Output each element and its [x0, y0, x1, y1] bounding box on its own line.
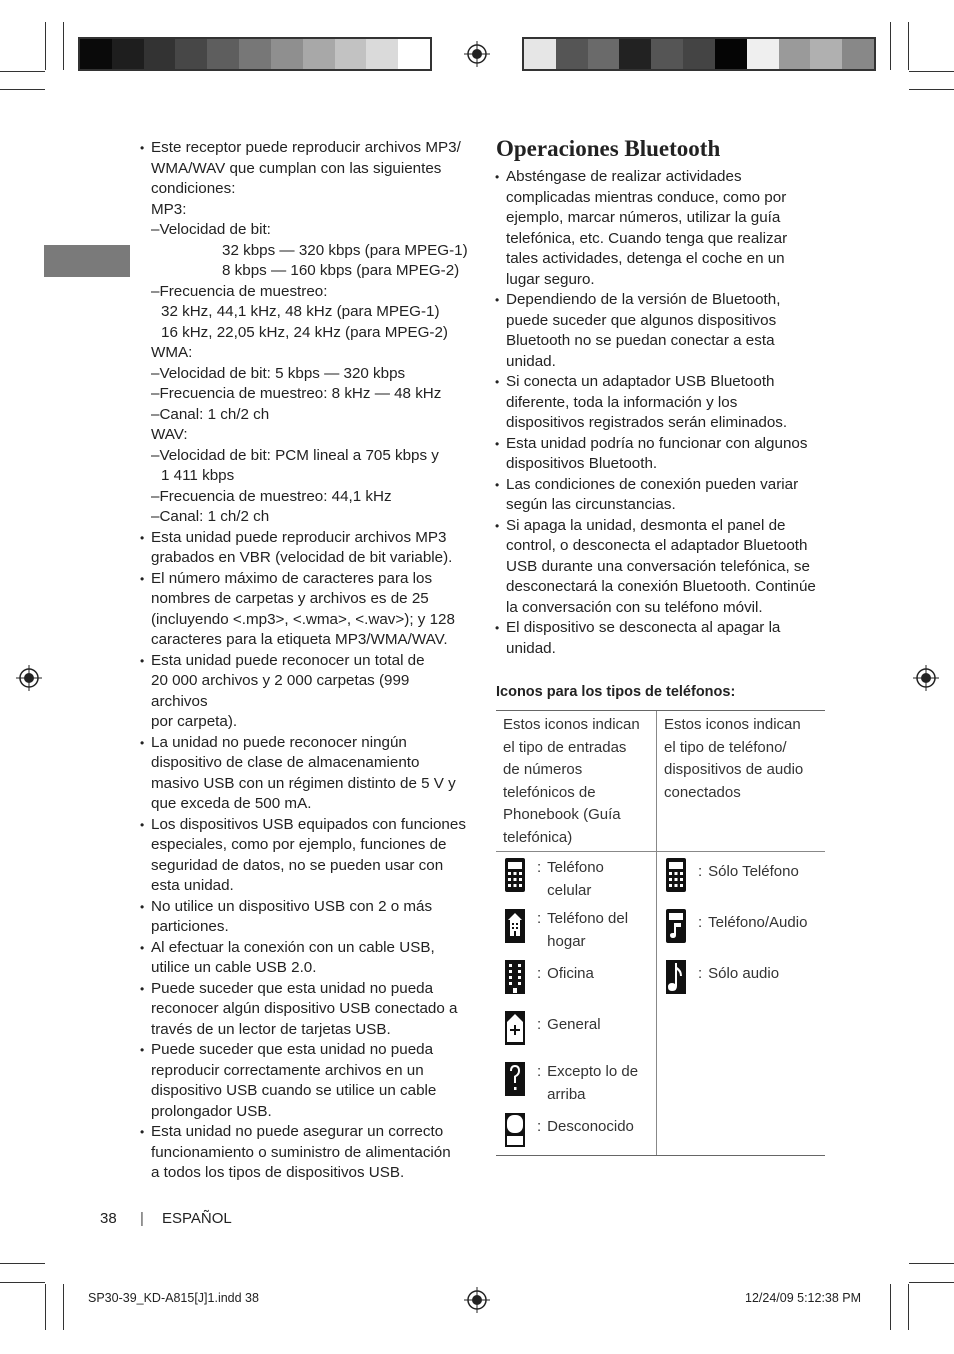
page-title: Operaciones Bluetooth — [496, 136, 721, 161]
text-line: particiones. — [151, 918, 229, 935]
phone-only-icon — [664, 857, 688, 893]
icon-label-line: hogar — [547, 932, 586, 950]
crop-mark — [890, 22, 891, 70]
registration-mark-icon — [16, 665, 42, 691]
colon: : — [537, 965, 542, 982]
text-line: WMA/WAV que cumplan con las siguientes — [151, 159, 442, 177]
text-line: –Frecuencia de muestreo: 8 kHz — 48 kHz — [151, 385, 442, 402]
text-line: 1 411 kbps — [161, 467, 235, 484]
crop-mark — [909, 1263, 954, 1264]
text-line: (incluyendo <.mp3>, <.wma>, <.wav>); y 128 — [151, 610, 455, 628]
header-line: el tipo de teléfono/ — [664, 738, 787, 756]
text-line: que exceda de 500 mA. — [151, 795, 312, 812]
text-line: puede suceder que algunos dispositivos — [506, 311, 777, 329]
icon-label — [708, 908, 807, 935]
bullet-line: • Dependiendo de la versión de Bluetooth, — [495, 290, 827, 311]
text-line: MP3: — [151, 200, 187, 218]
text-line: WAV: — [151, 426, 188, 443]
crop-mark — [45, 22, 46, 70]
text-line: lugar seguro. — [506, 270, 595, 288]
icon-row — [503, 1112, 634, 1148]
bullet-line: • Las condiciones de conexión pueden variar — [495, 475, 827, 496]
registration-mark-icon — [464, 41, 490, 67]
header-line: conectados — [664, 783, 741, 801]
text-line: 8 kbps — 160 kbps (para MPEG-2) — [222, 262, 460, 279]
header-line: telefónica) — [503, 828, 573, 846]
header-line: Phonebook (Guía — [503, 806, 621, 823]
text-line: dispositivos registrados serán eliminados. — [506, 414, 788, 431]
table-header-left — [503, 714, 640, 849]
text-line: desconectará la conexión Bluetooth. Continúe — [506, 578, 816, 595]
bullet-line: • Esta unidad puede reproducir archivos MP3 — [140, 528, 470, 549]
slug-filename: SP30-39_KD-A815[J]1.indd 38 — [88, 1291, 259, 1305]
question-icon — [503, 1061, 527, 1097]
bullet-line: • Este receptor puede reproducir archivos MP3/ — [140, 138, 470, 159]
text-line: reconocer algún dispositivo USB conectado a — [151, 1000, 458, 1017]
text-line: caracteres para la etiqueta MP3/WMA/WAV. — [151, 631, 448, 648]
crop-mark — [0, 89, 45, 90]
text-line: WMA: — [151, 344, 193, 361]
crop-mark — [909, 89, 954, 90]
icon-row — [503, 959, 594, 995]
registration-mark-icon — [464, 1287, 490, 1313]
bullet-line: • Esta unidad podría no funcionar con algunos — [495, 434, 827, 455]
icon-label-line: Oficina — [547, 965, 594, 982]
text-line: diferente, toda la información y los — [506, 393, 738, 411]
colon: : — [537, 910, 542, 927]
header-line: de números — [503, 761, 583, 778]
audio-only-icon — [664, 959, 688, 995]
text-line: 20 000 archivos y 2 000 carpetas (999 archivos — [151, 672, 410, 710]
text-line: reproducir correctamente archivos en un — [151, 1061, 424, 1079]
slug-datetime: 12/24/09 5:12:38 PM — [745, 1291, 862, 1305]
icon-label-line: celular — [547, 881, 592, 899]
icon-label — [547, 959, 594, 986]
crop-mark — [909, 1282, 954, 1283]
bullet-line: • El número máximo de caracteres para los — [140, 569, 470, 590]
text-line: tales actividades, detenga el coche en un — [506, 250, 785, 267]
text-line: 32 kbps — 320 kbps (para MPEG-1) — [222, 241, 468, 259]
bullet-line: • Los dispositivos USB equipados con funciones — [140, 815, 470, 836]
text-line: grabados en VBR (velocidad de bit variable). — [151, 549, 453, 566]
colon: : — [537, 1063, 542, 1080]
icon-label — [708, 959, 779, 986]
header-line: telefónicos de — [503, 783, 596, 801]
icon-row — [664, 908, 807, 944]
header-line: dispositivos de audio — [664, 761, 804, 778]
icon-label-line: Excepto lo de — [547, 1063, 639, 1080]
text-line: complicadas mientras conduce, como por — [506, 188, 787, 206]
bullet-line: • Si conecta un adaptador USB Bluetooth — [495, 372, 827, 393]
icon-label-line: arriba — [547, 1085, 586, 1103]
text-line: –Canal: 1 ch/2 ch — [151, 405, 270, 423]
bullet-line: • Al efectuar la conexión con un cable USB, — [140, 938, 470, 959]
icon-label-line: Teléfono — [547, 859, 604, 876]
icon-label — [547, 908, 628, 953]
crop-mark — [0, 1263, 45, 1264]
text-line: por carpeta). — [151, 713, 238, 730]
bullet-line: • Si apaga la unidad, desmonta el panel de — [495, 516, 827, 537]
bullet-line: • Esta unidad no puede asegurar un correcto — [140, 1122, 470, 1143]
header-line: el tipo de entradas — [503, 738, 627, 756]
footer-language: ESPAÑOL — [162, 1210, 232, 1227]
text-line: unidad. — [506, 639, 556, 657]
phone-audio-icon — [664, 908, 688, 944]
text-line: –Frecuencia de muestreo: — [151, 282, 328, 300]
crop-mark — [908, 22, 909, 70]
text-line: USB durante una conversación telefónica, se — [506, 557, 810, 575]
crop-mark — [890, 1284, 891, 1330]
text-line: –Velocidad de bit: 5 kbps — 320 kbps — [151, 364, 406, 382]
office-icon — [503, 959, 527, 995]
bullet-line: • Puede suceder que esta unidad no pueda — [140, 979, 470, 1000]
text-line: funcionamiento o suministro de alimentación — [151, 1143, 451, 1161]
usb-notes-column — [140, 138, 470, 1184]
colon: : — [698, 965, 703, 982]
phone-icons-table — [496, 710, 825, 1156]
text-line: utilice un cable USB 2.0. — [151, 959, 317, 976]
crop-mark — [909, 71, 954, 72]
text-line: –Canal: 1 ch/2 ch — [151, 508, 270, 525]
icon-row — [503, 1061, 638, 1106]
icon-row — [664, 959, 779, 995]
colon: : — [537, 1118, 542, 1135]
section-tab — [44, 245, 130, 277]
text-line: la conversación con su teléfono móvil. — [506, 598, 763, 616]
footer-separator: | — [140, 1210, 144, 1227]
bullet-line: • El dispositivo se desconecta al apagar la — [495, 618, 827, 639]
unknown-icon — [503, 1112, 527, 1148]
crop-mark — [0, 1282, 45, 1283]
cell-phone-icon — [503, 857, 527, 893]
text-line: –Velocidad de bit: — [151, 221, 271, 238]
text-line: través de un lector de tarjetas USB. — [151, 1020, 391, 1038]
table-header-right — [664, 714, 803, 804]
icon-row — [664, 857, 799, 893]
colon: : — [698, 914, 703, 931]
icon-row — [503, 1010, 601, 1046]
icon-label-line: Desconocido — [547, 1118, 634, 1135]
page-number: 38 — [100, 1210, 117, 1227]
crop-mark — [0, 71, 45, 72]
text-line: dispositivo USB cuando se utilice un cable — [151, 1082, 437, 1099]
crop-mark — [63, 1284, 64, 1330]
bluetooth-notes — [495, 167, 827, 659]
text-line: –Velocidad de bit: PCM lineal a 705 kbps y — [151, 446, 439, 464]
text-line: seguridad de datos, no se pueden usar con — [151, 856, 444, 874]
icon-label-line: Sólo Teléfono — [708, 863, 799, 880]
text-line: Bluetooth no se puedan conectar a esta — [506, 332, 775, 349]
icon-label — [708, 857, 799, 884]
text-line: nombres de carpetas y archivos es de 25 — [151, 590, 429, 607]
text-line: 32 kHz, 44,1 kHz, 48 kHz (para MPEG-1) — [161, 303, 440, 320]
text-line: telefónica, etc. Cuando tenga que realizar — [506, 229, 788, 247]
header-line: Estos iconos indican — [664, 716, 801, 733]
icon-label — [547, 857, 604, 902]
text-line: dispositivo de clase de almacenamiento — [151, 754, 420, 771]
colon: : — [698, 863, 703, 880]
text-line: control, o desconecta el adaptador Bluetooth — [506, 537, 808, 554]
icon-label-line: Teléfono del — [547, 910, 629, 927]
text-line: condiciones: — [151, 180, 236, 197]
text-line: unidad. — [506, 352, 556, 370]
bullet-line: • Esta unidad puede reconocer un total de — [140, 651, 470, 672]
icon-row — [503, 857, 604, 902]
icon-label-line: General — [547, 1016, 601, 1033]
text-line: esta unidad. — [151, 877, 234, 894]
text-line: según las circunstancias. — [506, 496, 676, 513]
icon-label-line: Sólo audio — [708, 965, 780, 982]
header-line: Estos iconos indican — [503, 716, 640, 733]
text-line: especiales, como por ejemplo, funciones de — [151, 836, 447, 853]
home-phone-icon — [503, 908, 527, 944]
bullet-line: • Puede suceder que esta unidad no pueda — [140, 1040, 470, 1061]
crop-mark — [908, 1284, 909, 1330]
text-line: dispositivos Bluetooth. — [506, 455, 658, 472]
crop-mark — [63, 22, 64, 70]
bullet-line: • La unidad no puede reconocer ningún — [140, 733, 470, 754]
general-icon — [503, 1010, 527, 1046]
text-line: a todos los tipos de dispositivos USB. — [151, 1164, 405, 1181]
icon-label — [547, 1112, 634, 1139]
icon-row — [503, 908, 628, 953]
icon-label — [547, 1061, 638, 1106]
registration-mark-icon — [913, 665, 939, 691]
icon-label-line: Teléfono/Audio — [708, 914, 808, 931]
text-line: 16 kHz, 22,05 kHz, 24 kHz (para MPEG-2) — [161, 323, 448, 341]
text-line: prolongador USB. — [151, 1102, 272, 1120]
crop-mark — [45, 1284, 46, 1330]
color-bar-right — [522, 37, 876, 71]
colon: : — [537, 859, 542, 876]
color-bar-left — [78, 37, 432, 71]
bullet-line: • Absténgase de realizar actividades — [495, 167, 827, 188]
text-line: ejemplo, marcar números, utilizar la guía — [506, 209, 781, 226]
text-line: –Frecuencia de muestreo: 44,1 kHz — [151, 487, 392, 505]
icon-label — [547, 1010, 600, 1037]
bullet-line: • No utilice un dispositivo USB con 2 o más — [140, 897, 470, 918]
text-line: masivo USB con un régimen distinto de 5 V y — [151, 774, 456, 792]
colon: : — [537, 1016, 542, 1033]
icons-heading: Iconos para los tipos de teléfonos: — [496, 684, 736, 700]
